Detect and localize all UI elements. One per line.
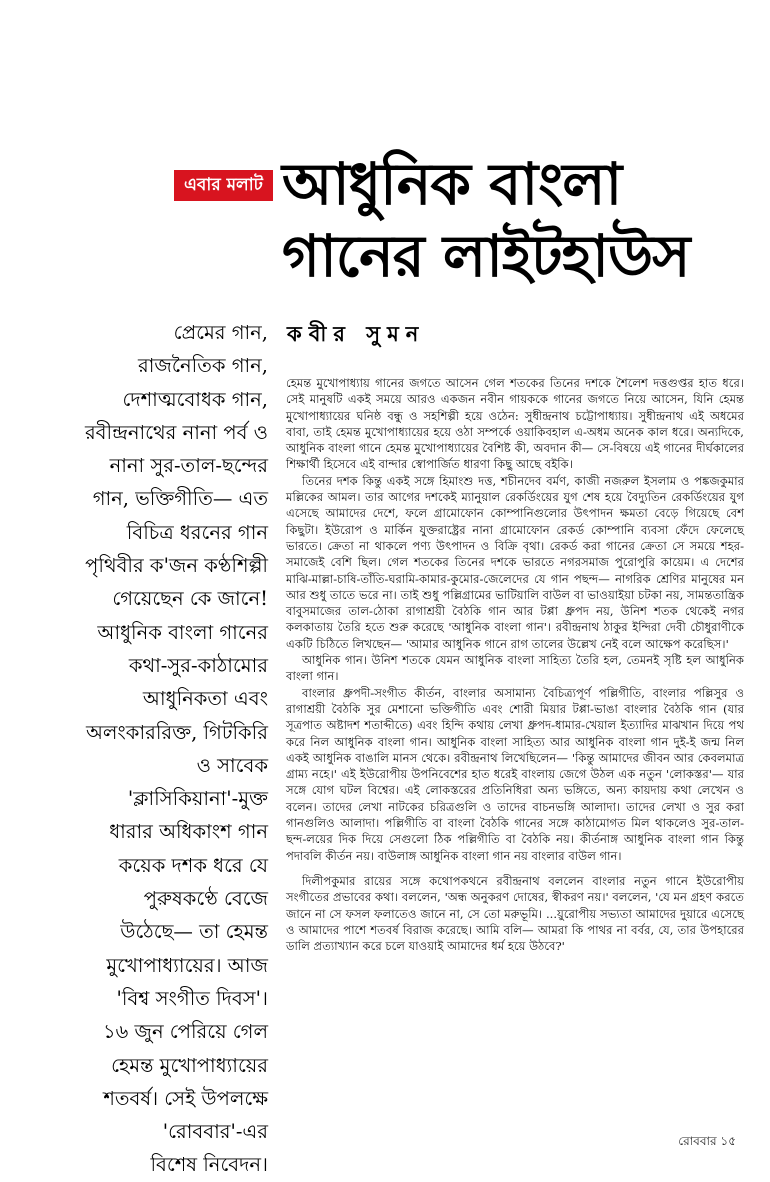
body-paragraph: আধুনিক গান। উনিশ শতকে যেমন আধুনিক বাংলা সাহিত্য তৈরি হল, তেমনই সৃষ্টি হল আধুনিক বাংলা গান। <box>286 653 744 684</box>
pull-quote-line: পৃথিবীর ক'জন কণ্ঠশিল্পী <box>85 554 268 578</box>
pull-quote-line: রবীন্দ্রনাথের নানা পর্ব ও <box>84 420 268 444</box>
pull-quote-line: উঠেছে— তা হেমন্ত <box>120 920 268 944</box>
pull-quote-line: দেশাত্মবোধক গান, <box>122 387 268 411</box>
pull-quote-line: শতবর্ষ। সেই উপলক্ষে <box>103 1086 268 1110</box>
pull-quote-line: ধারার অধিকাংশ গান <box>109 820 268 844</box>
pull-quote-line: অলংকাররিক্ত, গিটকিরি <box>86 720 268 744</box>
body-paragraph: হেমন্ত মুখোপাধ্যায় গানের জগতে আসেন গেল শতকের তিনের দশকে শৈলেশ দত্তগুপ্তর হাত ধরে। সেই মানুষটি একই সময়ে আরও একজন নবীন গায়ককে গানের জগতে নিয়ে আসেন, যিনি হেমন্ত মুখোপাধ্যায়ের ঘনিষ্ঠ বন্ধু ও সহশিল্পী হয়ে ওঠেন: সুধীন্দ্রনাথ চট্টোপাধ্যায়। সুধীন্দ্রনাথ এই অধমের বাবা, তাই হেমন্ত মুখোপাধ্যায়ের হয়ে ওঠা সম্পর্কে ওয়াকিবহাল এ-অধম অনেক কাল ধরে। অন্যদিকে, আধুনিক বাংলা গানে হেমন্ত মুখোপাধ্যায়ের বৈশিষ্ট কী, অবদান কী— সে-বিষয়ে এই গানের দীর্ঘকালের শিক্ষার্থী হিসেবে এই বান্দার স্বোপার্জিত ধারণা কিছু আছে বইকি। <box>286 376 744 472</box>
page-number: রোববার ১৫ <box>678 1134 736 1148</box>
pull-quote-line: আধুনিকতা এবং <box>142 687 268 711</box>
pull-quote-line: হেমন্ত মুখোপাধ্যায়ের <box>111 1053 268 1077</box>
pull-quote-line: গান, ভক্তিগীতি— এত <box>92 487 268 511</box>
body-paragraph: দিলীপকুমার রায়ের সঙ্গে কথোপকথনে রবীন্দ্রনাথ বললেন বাংলার নতুন গানে ইউরোপীয় সংগীতের প্রভাবের কথা। বললেন, 'অন্ধ অনুকরণ দোষের, স্বীকরণ নয়।' বললেন, 'যে মন গ্রহণ করতে জানে না সে ফসল ফলাতেও জানে না, সে তো মরুভূমি। ...য়ুরোপীয় সভ্যতা আমাদের দুয়ারে এসেছে ও আমাদের পাশে শতবর্ষ বিরাজ করেছে। আমি বলি— আমরা কি পাথর না বর্বর, যে, তার উপহারের ডালি প্রত্যাখ্যান করে চলে যাওয়াই আমাদের ধর্ম হয়ে উঠবে?' <box>286 873 744 954</box>
pull-quote-line: পুরুষকণ্ঠে বেজে <box>143 887 268 911</box>
pull-quote-line: কথা-সুর-কাঠামোর <box>128 653 268 677</box>
pull-quote-line: মুখোপাধ্যায়ের। আজ <box>106 953 268 977</box>
pull-quote <box>6 316 268 1182</box>
body-paragraph: বাংলার ধ্রুপদী-সংগীত কীর্তন, বাংলার অসামান্য বৈচিত্র্যপূর্ণ পল্লিগীতি, বাংলার পল্লিসুর ও রাগাশ্রয়ী বৈঠকি সুর মেশানো ভক্তিগীতি এবং শোরী মিয়ার টপ্পা-ভাঙা বাংলার বৈঠকি গান (যার সূত্রপাত অষ্টাদশ শতাব্দীতে) এবং হিন্দি কথায় লেখা ধ্রুপদ-ধামার-খেয়াল ইত্যাদির মাঝখান দিয়ে পথ করে নিল আধুনিক বাংলা গান। আধুনিক বাংলা সাহিত্য আর আধুনিক বাংলা গান দুই-ই জন্ম নিল একই আধুনিক বাঙালি মানস থেকে। রবীন্দ্রনাথ লিখেছিলেন— 'কিন্তু আমাদের জীবন আর কেবলমাত্র গ্রাম্য নহে।' এই ইউরোপীয় উপনিবেশের হাত ধরেই বাংলায় জেগে উঠল এক নতুন 'লোকস্তর'— যার সঙ্গে যোগ ঘটল বিশ্বের। এই লোকস্তরের প্রতিনিধিরা অন্য ভঙ্গিতে, অন্য কায়দায় কথা লেখেন ও বলেন। তাদের লেখা নাটকের চরিত্রগুলি ও তাদের বাচনভঙ্গি আলাদা। তাদের লেখা ও সুর করা গানগুলিও আলাদা। পল্লিগীতি বা বাংলা বৈঠকি গানের সঙ্গে কাঠামোগত মিল থাকলেও সুর-তাল-ছন্দ-লয়ের দিক দিয়ে সেগুলো ঠিক পল্লিগীতি বা বৈঠকি নয়। কীর্তনাঙ্গ আধুনিক বাংলা গান কিন্তু পদাবলি কীর্তন নয়। বাউলাঙ্গ আধুনিক বাংলা গান নয় বাংলার বাউল গান। <box>286 685 744 863</box>
pull-quote-line: নানা সুর-তাল-ছন্দের <box>109 454 268 478</box>
author-byline: কবীর সুমন <box>287 322 426 346</box>
pull-quote-line: ১৬ জুন পেরিয়ে গেল <box>102 1020 268 1044</box>
pull-quote-line: কয়েক দশক ধরে যে <box>118 853 268 877</box>
pull-quote-line: 'ক্লাসিকিয়ানা'-মুক্ত <box>127 787 268 811</box>
pull-quote-line: আধুনিক বাংলা গানের <box>97 620 268 644</box>
body-paragraph: তিনের দশক কিন্তু একই সঙ্গে হিমাংশু দত্ত, শচীনদেব বর্মণ, কাজী নজরুল ইসলাম ও পঙ্কজকুমার মল্লিকের আমল। তার আগের দশকেই ম্যানুয়াল রেকর্ডিংয়ের যুগ শেষ হয়ে বৈদ্যুতিন রেকর্ডিংয়ের যুগ এসেছে আমাদের দেশে, ফলে গ্রামোফোন কোম্পানিগুলোর উৎপাদন ক্ষমতা বেড়ে গিয়েছে বেশ কিছুটা। ইউরোপ ও মার্কিন যুক্তরাষ্ট্রের নানা গ্রামোফোন রেকর্ড কোম্পানি ব্যবসা ফেঁদে ফেলেছে ভারতে। ক্রেতা না থাকলে পণ্য উৎপাদন ও বিক্রি বৃথা। রেকর্ড করা গানের ক্রেতা সে সময়ে শহর-সমাজেই বেশি ছিল। গেল শতকের তিনের দশকে ভারতে নগরসমাজ পুরোপুরি কায়েম। এ দেশের মাঝি-মাল্লা-চাষি-তাঁতি-ঘরামি-কামার-কুমোর-জেলেদের যে গান পছন্দ— নাগরিক শ্রেণির মানুষের মন আর শুধু তাতে ভরে না। তাই শুধু পল্লিগ্রামের ভাটিয়ালি বাউল বা ভাওয়াইয়া চটকা নয়, সামন্ততান্ত্রিক বাবুসমাজের তাল-ঠোকা রাগাশ্রয়ী বৈঠকি গান আর টপ্পা ধ্রুপদ নয়, উনিশ শতক থেকেই নগর কলকাতায় তৈরি হতে শুরু করেছে 'আধুনিক বাংলা গান'। রবীন্দ্রনাথ ঠাকুর ইন্দিরা দেবী চৌধুরাণীকে একটি চিঠিতে লিখছেন— 'আমার আধুনিক গানে রাগ তালের উল্লেখ নেই বলে আক্ষেপ করেছিস।' <box>286 473 744 651</box>
section-tag: এবার মলাট <box>174 170 273 201</box>
headline-line-2: গানের লাইটহাউস <box>282 222 690 290</box>
headline <box>282 148 762 292</box>
pull-quote-line: বিশেষ নিবেদন। <box>150 1153 268 1177</box>
pull-quote-line: বিচিত্র ধরনের গান <box>126 520 268 544</box>
headline-line-1: আধুনিক বাংলা <box>282 150 622 218</box>
pull-quote-line: প্রেমের গান, <box>173 321 268 344</box>
pull-quote-line: ও সাবেক <box>196 753 268 777</box>
pull-quote-line: 'বিশ্ব সংগীত দিবস'। <box>116 986 268 1010</box>
article-body <box>286 375 744 954</box>
pull-quote-line: 'রোববার'-এর <box>162 1120 268 1144</box>
pull-quote-line: গেয়েছেন কে জানে! <box>112 587 268 611</box>
pull-quote-line: রাজনৈতিক গান, <box>138 354 268 378</box>
